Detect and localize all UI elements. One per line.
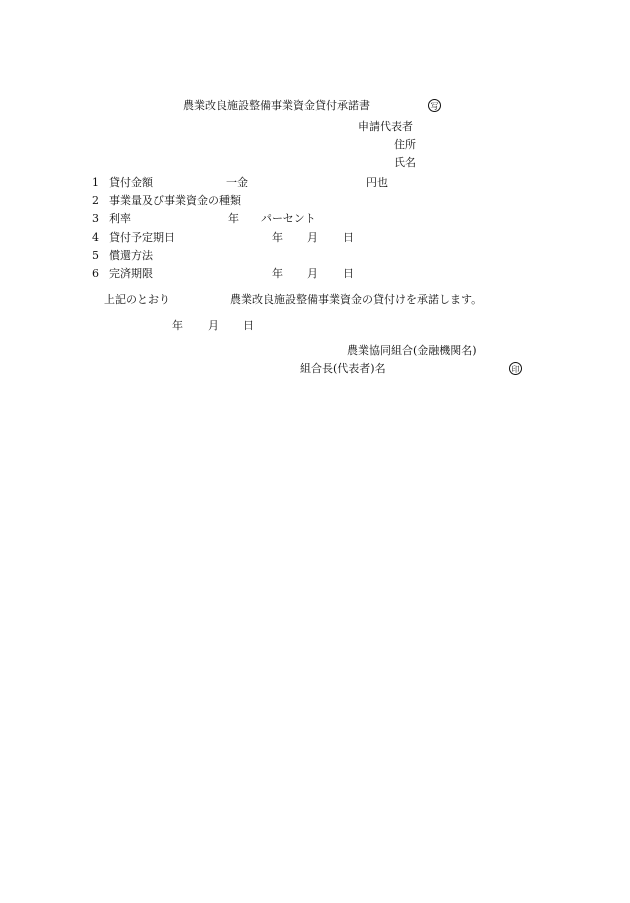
item-scheduled-date-label: 貸付予定期日 <box>109 231 175 244</box>
name-label: 氏名 <box>394 156 416 169</box>
date-year: 年 <box>172 319 183 332</box>
statement-body: 農業改良施設整備事業資金の貸付けを承諾します。 <box>230 293 483 306</box>
amount-suffix: 円也 <box>366 176 388 189</box>
item-repayment-method-label: 償還方法 <box>109 249 153 262</box>
item-number: 4 <box>92 231 99 244</box>
deadline-year: 年 <box>272 267 283 280</box>
deadline-day: 日 <box>343 267 354 280</box>
scheduled-year: 年 <box>272 231 283 244</box>
date-day: 日 <box>243 319 254 332</box>
item-number: 2 <box>92 194 99 207</box>
statement-prefix: 上記のとおり <box>104 293 170 306</box>
item-number: 5 <box>92 249 99 262</box>
deadline-month: 月 <box>307 267 318 280</box>
rate-year: 年 <box>228 212 239 225</box>
rate-percent: パーセント <box>261 212 316 225</box>
cooperative-name: 農業協同組合(金融機関名) <box>347 344 477 357</box>
item-number: 1 <box>92 176 99 189</box>
official-seal-mark: 印 <box>509 362 522 375</box>
item-loan-amount-label: 貸付金額 <box>109 176 153 189</box>
item-number: 3 <box>92 212 99 225</box>
item-project-type-label: 事業量及び事業資金の種類 <box>109 194 241 207</box>
date-month: 月 <box>208 319 219 332</box>
representative-name: 組合長(代表者)名 <box>300 362 386 375</box>
scheduled-day: 日 <box>343 231 354 244</box>
item-interest-rate-label: 利率 <box>109 212 131 225</box>
applicant-label: 申請代表者 <box>358 120 413 133</box>
address-label: 住所 <box>394 138 416 151</box>
amount-prefix: 一金 <box>226 176 248 189</box>
scheduled-month: 月 <box>307 231 318 244</box>
item-number: 6 <box>92 267 99 280</box>
document-title: 農業改良施設整備事業資金貸付承諾書 <box>183 99 370 112</box>
item-completion-deadline-label: 完済期限 <box>109 267 153 280</box>
copy-seal-mark: 写 <box>428 99 441 112</box>
